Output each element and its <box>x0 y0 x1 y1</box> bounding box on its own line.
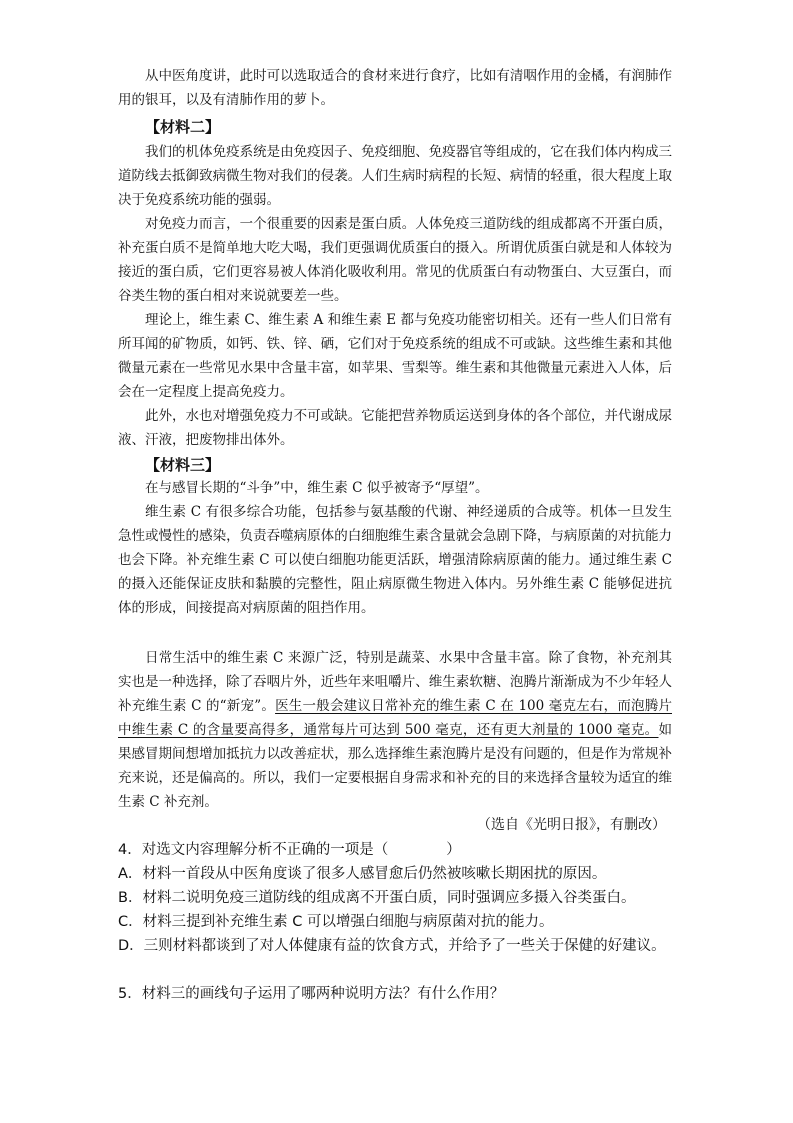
paragraph-text: 如果感冒期间想增加抵抗力以改善症状，那么选择维生素泡腾片是没有问题的，但是作为常规补充来说，还是偏高的。所以，我们一定要根据自身需求和补充的目的来选择含量较为适宜的维生素 C 补充剂。 <box>118 722 672 810</box>
material-three-paragraph-2: 维生素 C 有很多综合功能，包括参与氨基酸的代谢、神经递质的合成等。机体一旦发生急性或慢性的感染，负责吞噬病原体的白细胞维生素含量就会急剧下降，与病原菌的对抗能力也会下降。补充维生素 C 可以使白细胞功能更活跃，增强清除病原菌的能力。通过维生素 C 的摄入还能保证皮肤和黏膜的完整性，阻止病原微生物进入体内。另外维生素 C 能够促进抗体的形成，间接提高对病原菌的阻挡作用。 <box>118 504 672 616</box>
material-two-paragraph-3: 理论上，维生素 C、维生素 A 和维生素 E 都与免疫功能密切相关。还有一些人们日常有所耳闻的矿物质，如钙、铁、锌、硒，它们对于免疫系统的组成不可或缺。这些维生素和其他微量元素在一些常见水果中含量丰富，如苹果、雪梨等。维生素和其他微量元素进入人体，后会在一定程度上提高免疫力。 <box>118 312 672 400</box>
question-4-option-b: B．材料二说明免疫三道防线的组成离不开蛋白质，同时强调应多摄入谷类蛋白。 <box>118 890 636 906</box>
source-citation: （选自《光明日报》，有删改） <box>477 817 666 833</box>
question-5: 5．材料三的画线句子运用了哪两种说明方法？有什么作用？ <box>118 986 505 1002</box>
material-two-heading: 【材料二】 <box>145 118 221 136</box>
question-4-option-c: C．材料三提到补充维生素 C 可以增强白细胞与病原菌对抗的能力。 <box>118 914 554 930</box>
question-4-option-d: D．三则材料都谈到了对人体健康有益的饮食方式，并给予了一些关于保健的好建议。 <box>118 938 666 954</box>
material-two-paragraph-4: 此外，水也对增强免疫力不可或缺。它能把营养物质运送到身体的各个部位，并代谢成尿液、汗液，把废物排出体外。 <box>118 408 672 448</box>
material-three-paragraph-1: 在与感冒长期的“斗争”中，维生素 C 似乎被寄予“厚望”。 <box>145 480 489 496</box>
material-two-paragraph-1: 我们的机体免疫系统是由免疫因子、免疫细胞、免疫器官等组成的，它在我们体内构成三道防线去抵御致病微生物对我们的侵袭。人们生病时病程的长短、病情的轻重，很大程度上取决于免疫系统功能的强弱。 <box>118 144 672 208</box>
paragraph-text: 日常生活中的维生素 C 来源广泛，特别是蔬菜、水果中含量丰富。除了食物，补充剂其实也是一种选择，除了吞咽片外，近些年来咀嚼片、维生素软糖、泡腾片渐渐成为不少年轻人补充维生素 C 的“新宠”。 <box>118 650 672 714</box>
material-three-paragraph-3 <box>118 646 672 814</box>
material-one-paragraph: 从中医角度讲，此时可以选取适合的食材来进行食疗，比如有清咽作用的金橘，有润肺作用的银耳，以及有清肺作用的萝卜。 <box>118 68 672 108</box>
material-two-paragraph-2: 对免疫力而言，一个很重要的因素是蛋白质。人体免疫三道防线的组成都离不开蛋白质，补充蛋白质不是简单地大吃大喝，我们更强调优质蛋白的摄入。所谓优质蛋白就是和人体较为接近的蛋白质，它们更容易被人体消化吸收利用。常见的优质蛋白有动物蛋白、大豆蛋白，而谷类生物的蛋白相对来说就要差一些。 <box>118 216 672 304</box>
question-4: 4．对选文内容理解分析不正确的一项是（ ） <box>118 842 461 858</box>
material-three-heading: 【材料三】 <box>145 456 221 474</box>
question-4-option-a: A．材料一首段从中医角度谈了很多人感冒愈后仍然被咳嗽长期困扰的原因。 <box>118 866 607 882</box>
underlined-sentence: 医生一般会建议日常补充的维生素 C 在 100 毫克左右，而泡腾片中维生素 C 的含量要高得多，通常每片可达到 500 毫克，还有更大剂量的 1000 毫克。 <box>118 698 672 738</box>
